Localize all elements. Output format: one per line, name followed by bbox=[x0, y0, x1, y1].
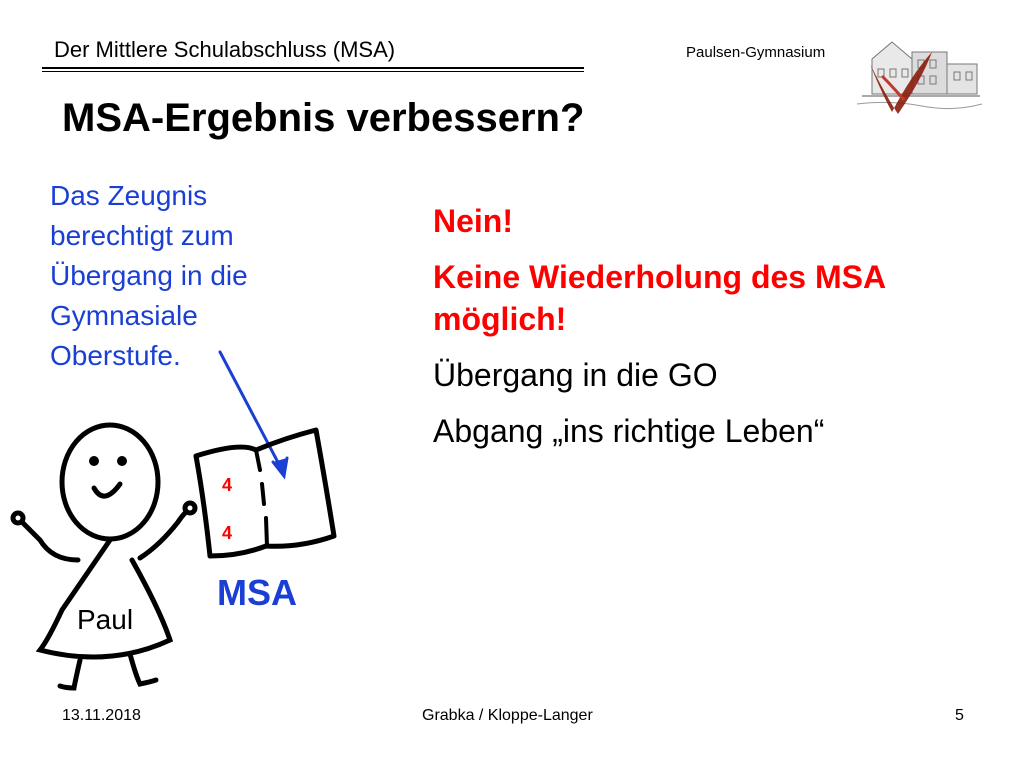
option-go bbox=[433, 354, 993, 396]
grade-value: 4 bbox=[222, 475, 233, 495]
header-rule bbox=[42, 67, 584, 69]
header-rule-thin bbox=[42, 71, 584, 72]
school-name: Paulsen-Gymnasium bbox=[686, 44, 826, 61]
pointer-arrow bbox=[220, 352, 287, 476]
header-title: Der Mittlere Schulabschluss (MSA) bbox=[54, 37, 396, 62]
school-building-logo bbox=[852, 24, 984, 116]
answer-no: Nein! bbox=[433, 203, 513, 239]
footer-date: 13.11.2018 bbox=[62, 707, 141, 724]
grade-value: 4 bbox=[222, 523, 233, 543]
person-name-label: Paul bbox=[77, 604, 134, 635]
option-go-text: Übergang in die GO bbox=[433, 357, 718, 393]
side-note: Das Zeugnis berechtigt zum Übergang in die Gymnasiale Oberstufe. bbox=[50, 180, 248, 371]
option-leave-text: Abgang „ins richtige Leben“ bbox=[433, 413, 825, 449]
main-content bbox=[433, 200, 993, 452]
option-leave bbox=[433, 410, 993, 452]
certificate-label: MSA bbox=[217, 572, 297, 613]
no-repeat-statement: Keine Wiederholung des MSA möglich! bbox=[433, 259, 885, 337]
stick-figure bbox=[13, 425, 195, 688]
footer-authors: Grabka / Kloppe-Langer bbox=[422, 707, 593, 724]
certificate-icon bbox=[196, 430, 334, 556]
stick-figure-illustration bbox=[0, 330, 400, 710]
page-title: MSA-Ergebnis verbessern? bbox=[62, 96, 585, 140]
page-number: 5 bbox=[955, 707, 964, 724]
